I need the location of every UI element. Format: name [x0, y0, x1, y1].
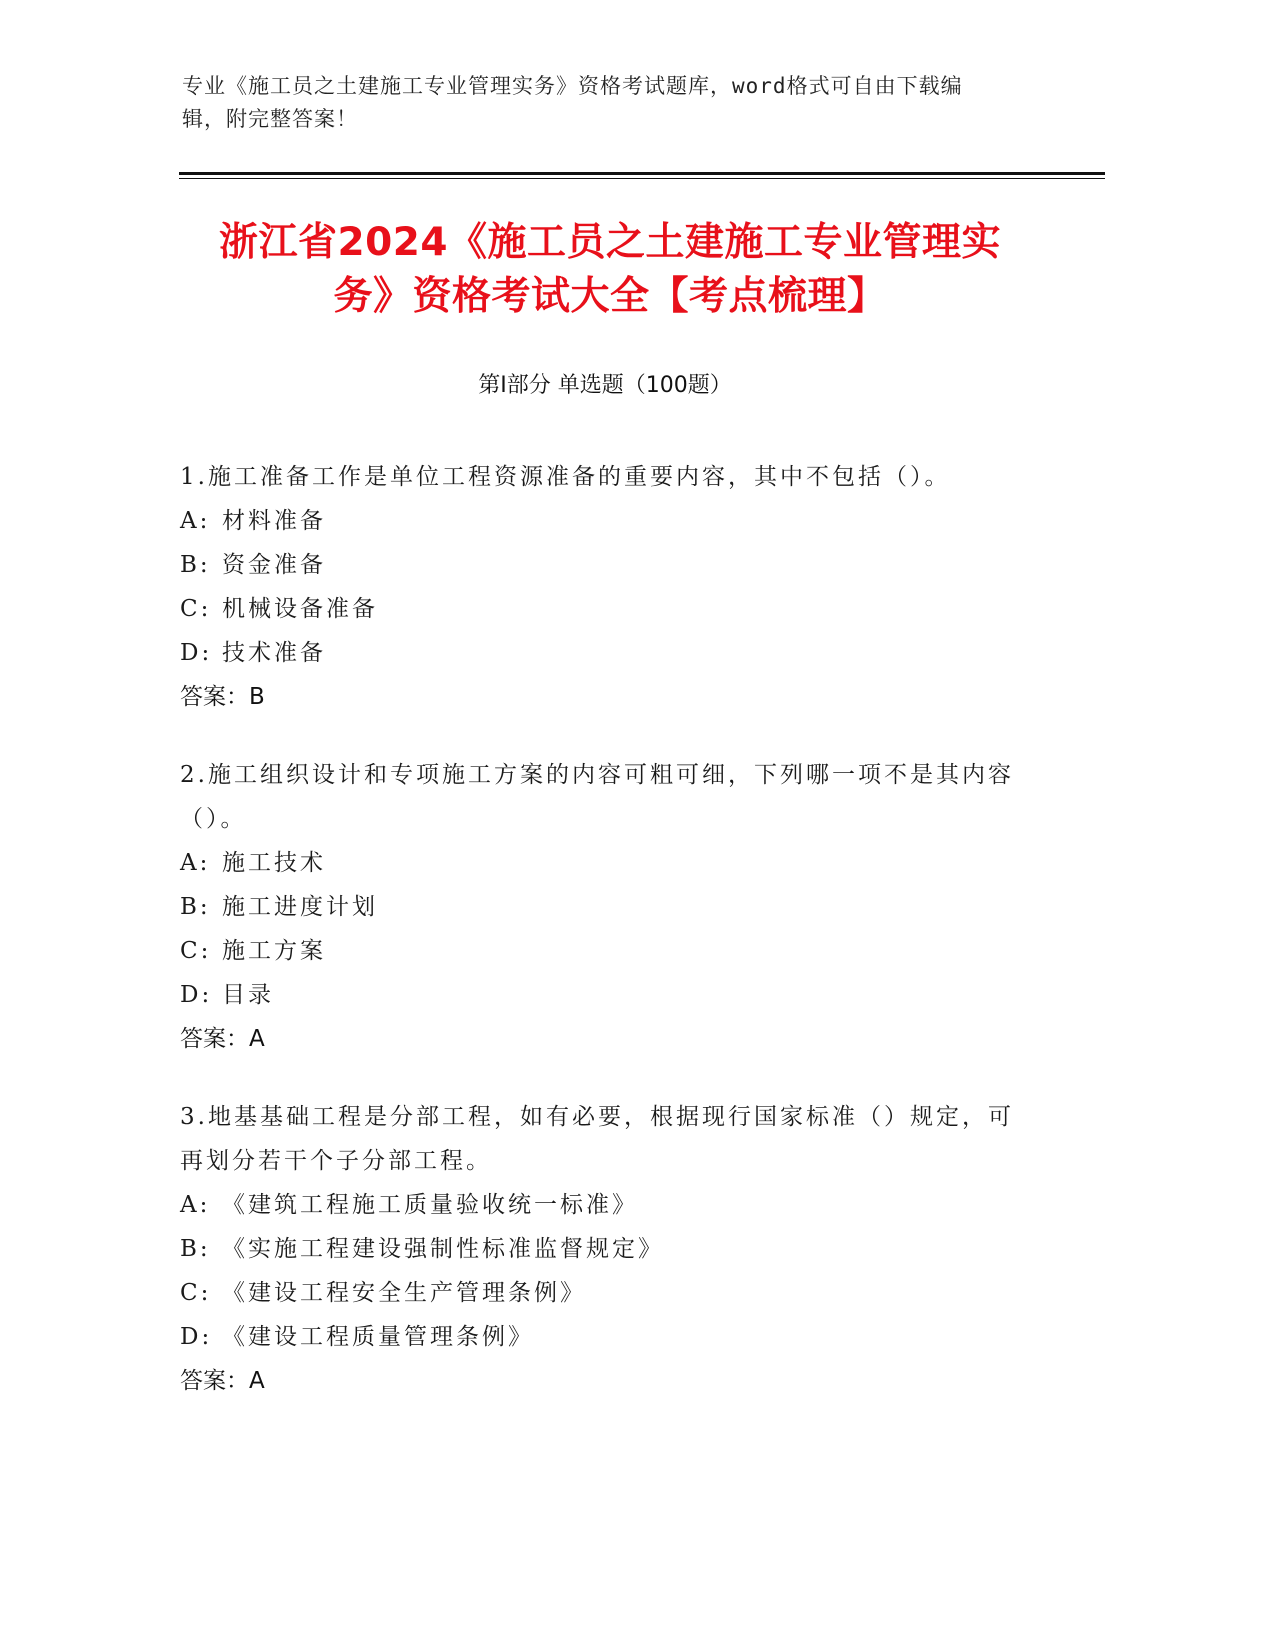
- option-d: [180, 631, 1020, 675]
- option-letter: B:: [180, 552, 211, 578]
- option-letter: A:: [180, 508, 211, 534]
- option-b: [180, 885, 1020, 929]
- option-text: 《建设工程质量管理条例》: [222, 1324, 534, 1350]
- question-item-2: [180, 753, 1020, 1061]
- header-note: [182, 70, 1042, 136]
- option-letter: C:: [180, 1280, 212, 1306]
- option-text: 施工进度计划: [222, 894, 378, 920]
- header-divider-thin: [179, 178, 1105, 179]
- question-item-3: [180, 1095, 1020, 1403]
- option-text: 材料准备: [222, 508, 326, 534]
- answer-line: 答案：A: [180, 1368, 265, 1394]
- option-letter: B:: [180, 1236, 211, 1262]
- option-text: 机械设备准备: [222, 596, 378, 622]
- option-text: 《建筑工程施工质量验收统一标准》: [222, 1192, 638, 1218]
- header-note-line2: 辑，附完整答案！: [182, 107, 358, 131]
- document-title-line1: 浙江省2024《施工员之土建施工专业管理实: [218, 220, 1002, 265]
- option-a: [180, 499, 1020, 543]
- question-item-1: [180, 455, 1020, 719]
- option-letter: D:: [180, 982, 213, 1008]
- option-b: [180, 543, 1020, 587]
- option-letter: A:: [180, 850, 211, 876]
- option-text: 目录: [222, 982, 274, 1008]
- option-letter: C:: [180, 596, 212, 622]
- option-d: [180, 973, 1020, 1017]
- question-stem: 1.施工准备工作是单位工程资源准备的重要内容，其中不包括（）。: [180, 464, 951, 490]
- option-b: [180, 1227, 1020, 1271]
- option-d: [180, 1315, 1020, 1359]
- question-list: [180, 455, 1020, 1437]
- question-stem: 2.施工组织设计和专项施工方案的内容可粗可细，下列哪一项不是其内容（）。: [180, 762, 1014, 832]
- option-text: 《建设工程安全生产管理条例》: [222, 1280, 586, 1306]
- answer-line: 答案：B: [180, 684, 265, 710]
- option-text: 资金准备: [222, 552, 326, 578]
- option-c: [180, 929, 1020, 973]
- option-text: 技术准备: [222, 640, 326, 666]
- option-a: [180, 841, 1020, 885]
- option-letter: D:: [180, 640, 213, 666]
- section-heading: 第Ⅰ部分 单选题（100题）: [478, 373, 732, 398]
- header-note-line1: 专业《施工员之土建施工专业管理实务》资格考试题库，word格式可自由下载编: [182, 74, 963, 98]
- document-title-line2: 务》资格考试大全【考点梳理】: [333, 274, 887, 319]
- option-letter: B:: [180, 894, 211, 920]
- option-text: 《实施工程建设强制性标准监督规定》: [222, 1236, 664, 1262]
- header-divider-thick: [179, 172, 1105, 175]
- option-text: 施工方案: [222, 938, 326, 964]
- option-letter: D:: [180, 1324, 213, 1350]
- answer-line: 答案：A: [180, 1026, 265, 1052]
- question-stem: 3.地基基础工程是分部工程，如有必要，根据现行国家标准（）规定，可再划分若干个子分部工程。: [180, 1104, 1014, 1174]
- option-c: [180, 587, 1020, 631]
- document-title: [170, 216, 1050, 324]
- option-letter: A:: [180, 1192, 211, 1218]
- option-c: [180, 1271, 1020, 1315]
- option-text: 施工技术: [222, 850, 326, 876]
- option-a: [180, 1183, 1020, 1227]
- option-letter: C:: [180, 938, 212, 964]
